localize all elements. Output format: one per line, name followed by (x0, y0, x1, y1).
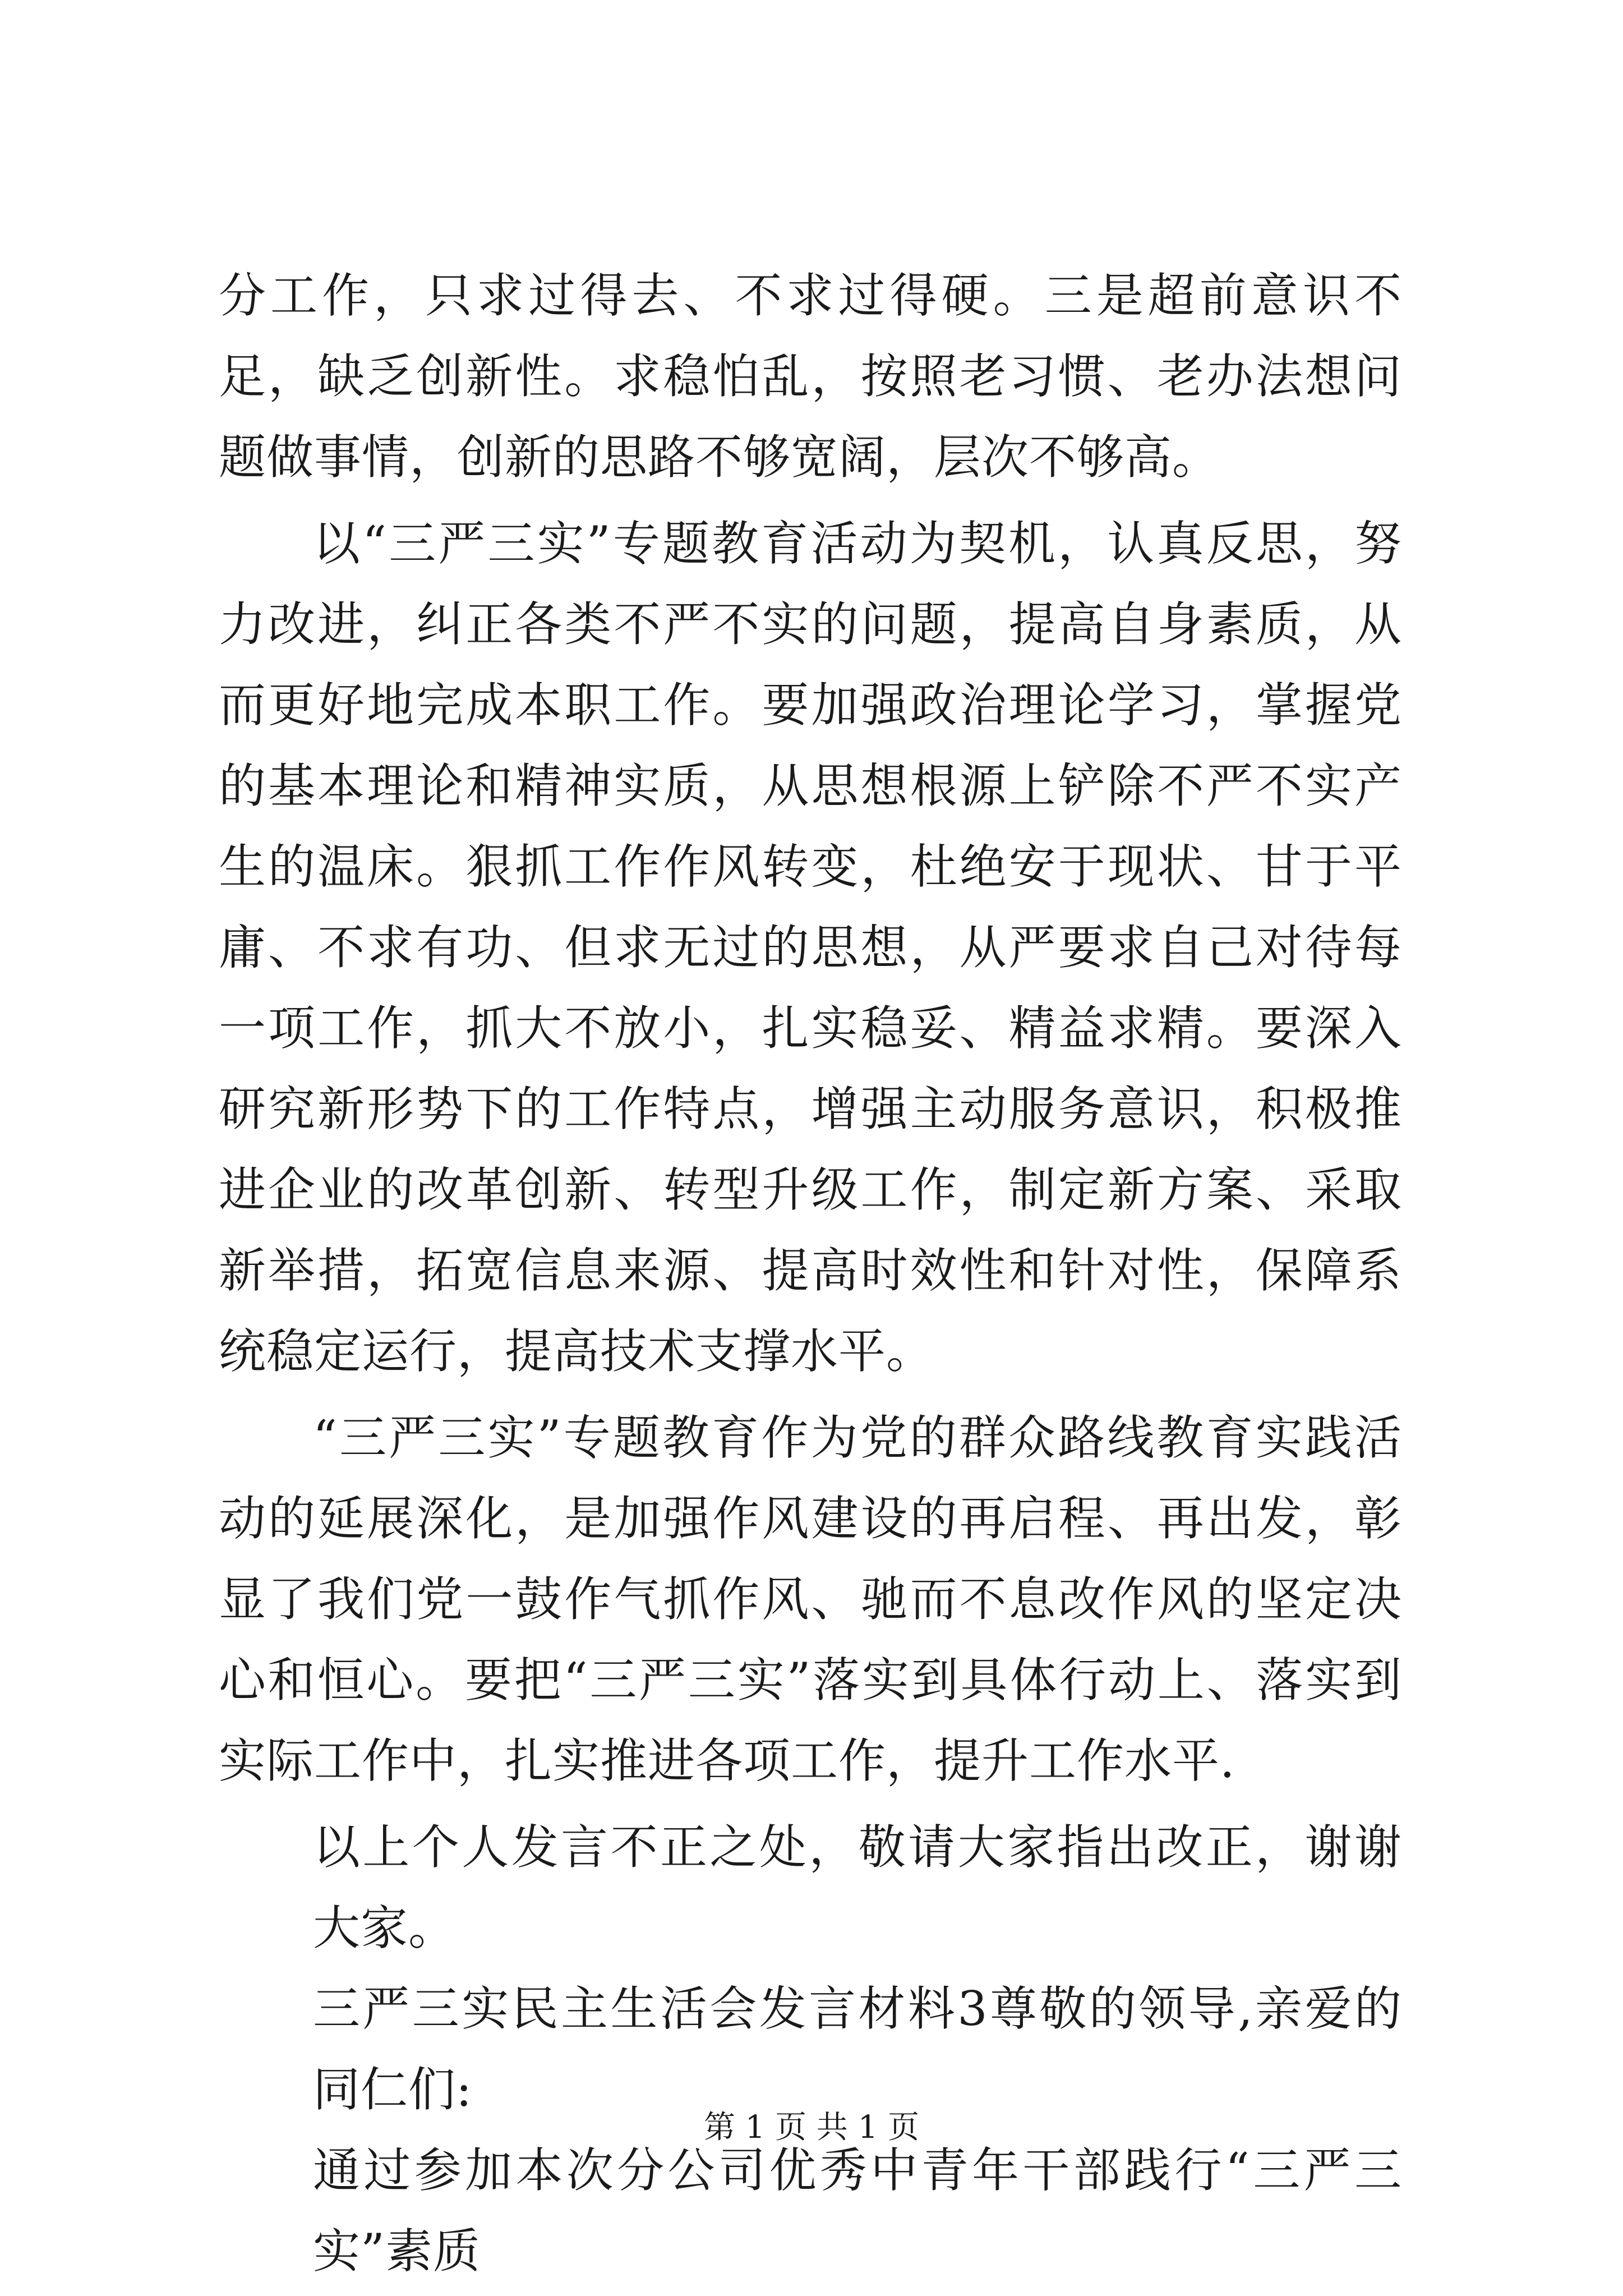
paragraph-4: 以上个人发言不正之处，敬请大家指出改正，谢谢大家。 (313, 1820, 1402, 1955)
document-body (219, 255, 1402, 2292)
paragraph-1: 分工作，只求过得去、不求过得硬。三是超前意识不足，缺乏创新性。求稳怕乱，按照老习惯、老办法想问题做事情，创新的思路不够宽阔，层次不够高。 (219, 268, 1402, 485)
paragraph-2: 以“三严三实”专题教育活动为契机，认真反思，努力改进，纠正各类不严不实的问题，提高自身素质，从而更好地完成本职工作。要加强政治理论学习，掌握党的基本理论和精神实质，从思想根源上铲除不严不实产生的温床。狠抓工作作风转变，杜绝安于现状、甘于平庸、不求有功、但求无过的思想，从严要求自己对待每一项工作，抓大不放小，扎实稳妥、精益求精。要深入研究新形势下的工作特点，增强主动服务意识，积极推进企业的改革创新、转型升级工作，制定新方案、采取新举措，拓宽信息来源、提高时效性和针对性，保障系统稳定运行，提高技术支撑水平。 (219, 516, 1402, 1379)
paragraph-6: 通过参加本次分公司优秀中青年干部践行“三严三实”素质 (313, 2143, 1402, 2279)
paragraph-5: 三严三实民主生活会发言材料3尊敬的领导,亲爱的同仁们: (313, 1981, 1402, 2117)
paragraph-3: “三严三实”专题教育作为党的群众路线教育实践活动的延展深化，是加强作风建设的再启程、再出发，彰显了我们党一鼓作气抓作风、驰而不息改作风的坚定决心和恒心。要把“三严三实”落实到具体行动上、落实到实际工作中，扎实推进各项工作，提升工作水平. (219, 1410, 1402, 1788)
page-number-footer: 第 1 页 共 1 页 (703, 2109, 920, 2146)
